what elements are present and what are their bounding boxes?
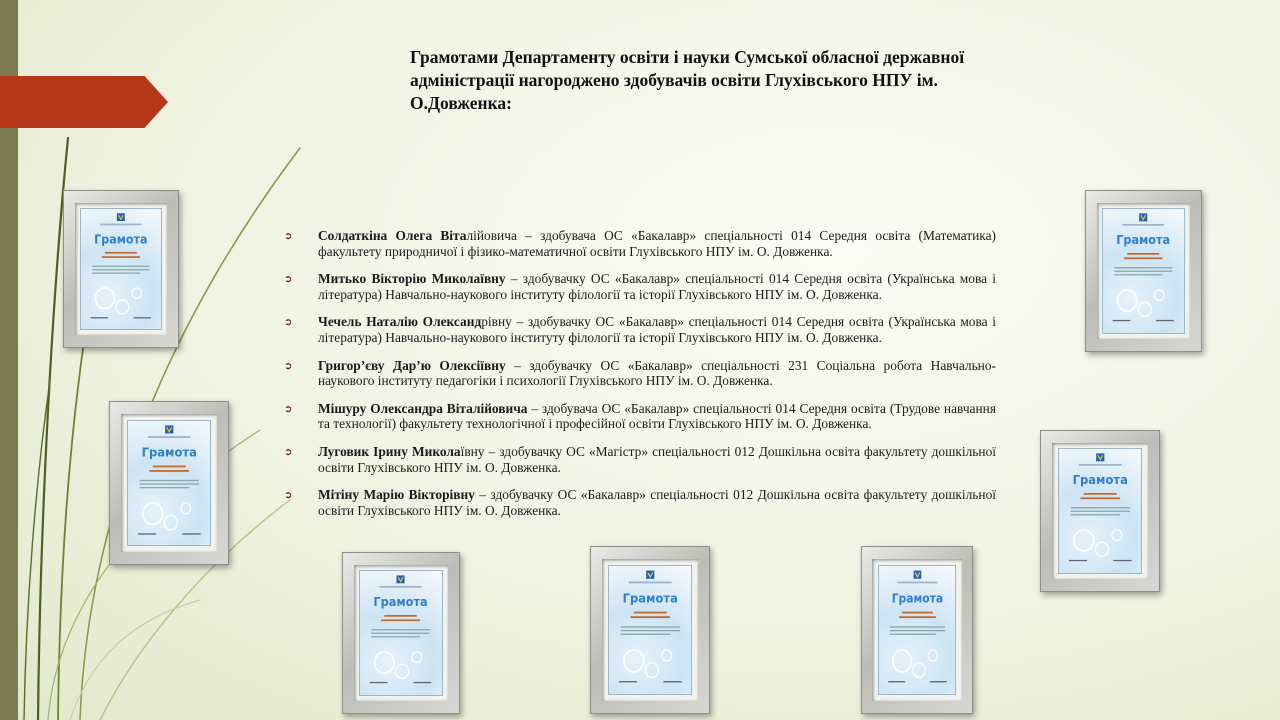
certificate-picture [360, 571, 441, 694]
certificate-frame [109, 401, 229, 565]
award-item [284, 314, 996, 345]
certificate-picture [879, 566, 956, 694]
certificate-image [608, 565, 693, 695]
bullet-arrow-icon: ➲ [284, 231, 293, 242]
certificate-image [359, 570, 442, 695]
award-description: – здобувачку ОС «Бакалавр» спеціальності 012 Дошкільна освіта факультету дошкільної освіти Глухівського НПУ ім. О. Довженка. [318, 487, 996, 518]
awardee-name: Григор’єву Дар’ю Олексіївну [318, 357, 506, 373]
award-description: – здобувачку ОС «Бакалавр» спеціальності 014 Середня освіта (Українська мова і література) Навчально-наукового інституту філології та історії Глухівського НПУ ім. О. Довженка. [318, 314, 996, 345]
award-item [284, 271, 996, 302]
awardee-name-rest: лійовича [466, 228, 517, 243]
certificate-picture [1103, 209, 1183, 332]
bullet-arrow-icon: ➲ [284, 403, 293, 415]
award-item [284, 358, 996, 389]
slide-title: Грамотами Департаменту освіти і науки Сумської обласної державної адміністрації нагороджено здобувачів освіти Глухівського НПУ ім. О.Довженка: [410, 47, 965, 113]
awardee-name: Луговик Ірину Микола [318, 443, 461, 459]
certificate-image [1058, 448, 1143, 573]
bullet-arrow-icon: ➲ [284, 274, 293, 286]
svg-text:Грамота: Грамота [141, 444, 197, 460]
bullet-arrow-icon: ➲ [284, 317, 293, 329]
certificate-image [878, 565, 957, 695]
svg-text:Грамота: Грамота [373, 595, 429, 610]
certificate-image [1102, 208, 1184, 333]
certificate-frame [1085, 190, 1202, 352]
awards-list [284, 228, 996, 530]
certificate-picture [128, 421, 211, 546]
certificate-image [80, 208, 162, 330]
svg-text:Грамота: Грамота [1116, 233, 1171, 248]
award-item [284, 228, 996, 259]
awardee-name: Мітіну Марію Вікторівну [318, 487, 475, 503]
certificate-frame [861, 546, 973, 714]
award-description: – здобувачку ОС «Бакалавр» спеціальності 231 Соціальна робота Навчально-наукового інституту педагогіки і психології Глухівського НПУ ім. О. Довженка. [318, 357, 997, 389]
awardee-name: Солдаткіна Олега Віта [318, 228, 467, 243]
award-item [284, 444, 996, 475]
certificate-picture [81, 209, 161, 329]
title-arrow-shape [0, 76, 168, 128]
awardee-name: Чечель Наталію Олександ [318, 314, 482, 330]
award-item [284, 401, 996, 432]
svg-text:Грамота: Грамота [1072, 473, 1128, 488]
bullet-arrow-icon: ➲ [284, 360, 293, 372]
award-description: – здобувача ОС «Бакалавр» спеціальності 014 Середня освіта (Трудове навчання та технології) факультету технологічної і професійної освіти Глухівського НПУ ім. О. Довженка. [318, 400, 996, 432]
certificate-frame [342, 552, 460, 714]
svg-text:Грамота: Грамота [891, 590, 943, 606]
svg-text:Грамота: Грамота [94, 231, 148, 247]
award-item [284, 487, 996, 518]
award-description: – здобувачку ОС «Бакалавр» спеціальності 014 Середня освіта (Українська мова і література) Навчально-наукового інституту філології та історії Глухівського НПУ ім. О. Довженка. [318, 271, 997, 302]
certificate-picture [609, 566, 692, 694]
awardee-name: Митько Вікторію Миколаївну [318, 271, 506, 287]
bullet-arrow-icon: ➲ [284, 490, 293, 502]
certificate-frame [590, 546, 710, 714]
certificate-frame [63, 190, 179, 348]
awardee-name-rest: ївну [460, 443, 485, 459]
award-description: – здобувача ОС «Бакалавр» спеціальності 014 Середня освіта (Математика) факультету природничої і фізико-математичної освіти Глухівського НПУ ім. О. Довженка. [318, 228, 996, 259]
award-description: – здобувачку ОС «Магістр» спеціальності 012 Дошкільна освіта факультету дошкільної освіти Глухівського НПУ ім. О. Довженка. [318, 443, 996, 475]
bullet-arrow-icon: ➲ [284, 446, 293, 458]
svg-text:Грамота: Грамота [622, 591, 678, 606]
certificate-image [127, 420, 212, 547]
certificate-picture [1059, 449, 1142, 572]
certificate-frame [1040, 430, 1160, 592]
awardee-name: Мішуру Олександра Віталійовича [318, 400, 528, 416]
awardee-name-rest: рівну [481, 314, 512, 330]
